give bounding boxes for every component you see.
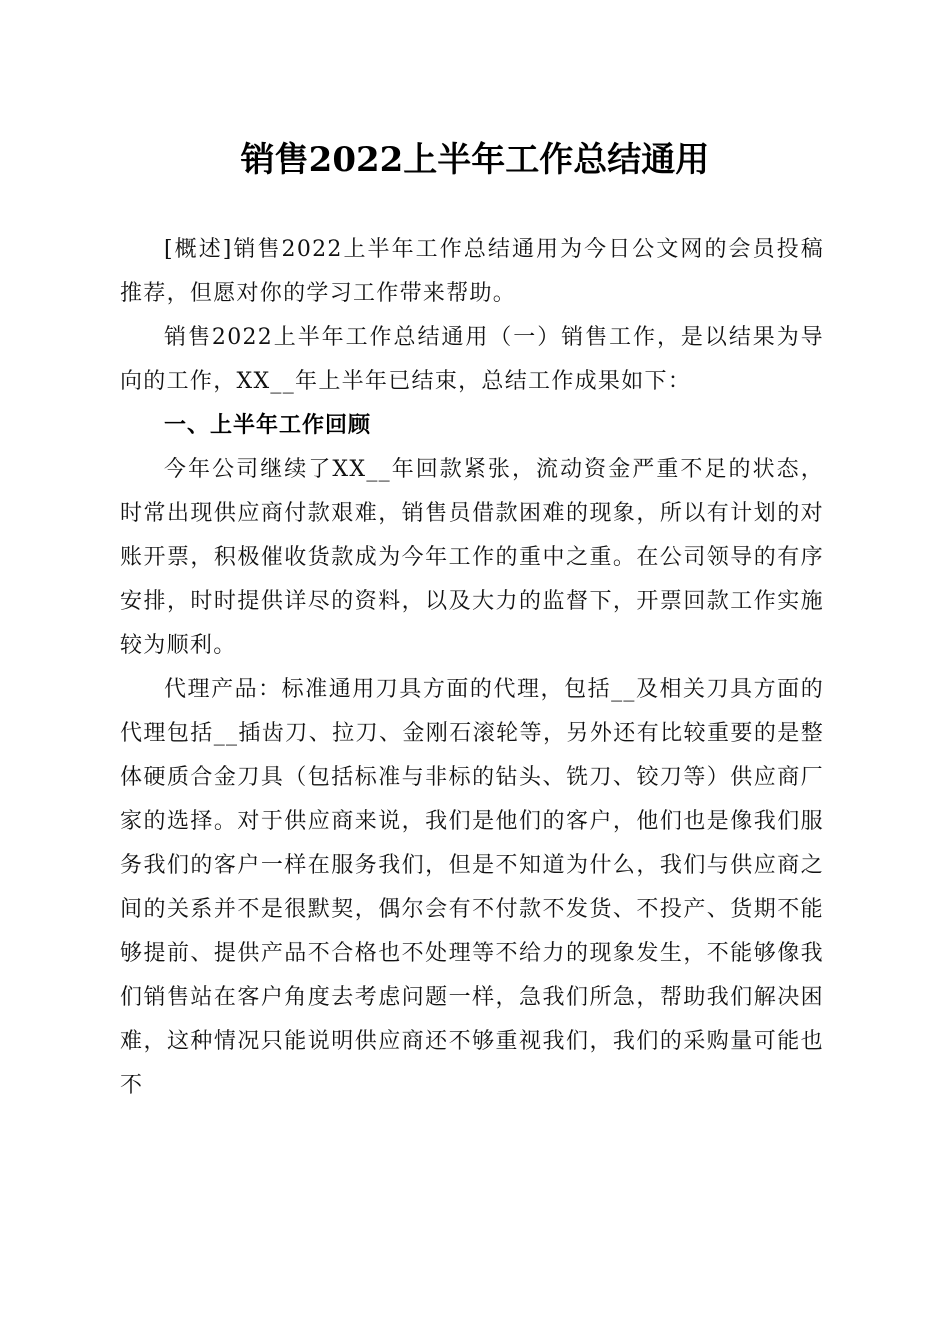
summary-paragraph: [概述]销售2022上半年工作总结通用为今日公文网的会员投稿推荐，但愿对你的学习工作带来帮助。	[120, 237, 824, 306]
document-title: 销售2022上半年工作总结通用	[240, 140, 710, 180]
intro-paragraph: 销售2022上半年工作总结通用（一）销售工作，是以结果为导向的工作，XX__年上半年已结束，总结工作成果如下：	[120, 325, 824, 394]
product-paragraph: 代理产品：标准通用刀具方面的代理，包括__及相关刀具方面的代理包括__插齿刀、拉刀、金刚石滚轮等，另外还有比较重要的是整体硬质合金刀具（包括标准与非标的钻头、铣刀、铰刀等）供应商厂家的选择。对于供应商来说，我们是他们的客户，他们也是像我们服务我们的客户一样在服务我们，但是不知道为什么，我们与供应商之间的关系并不是很默契，偶尔会有不付款不发货、不投产、货期不能够提前、提供产品不合格也不处理等不给力的现象发生，不能够像我们销售站在客户角度去考虑问题一样，急我们所急，帮助我们解决困难，这种情况只能说明供应商还不够重视我们，我们的采购量可能也不	[120, 677, 824, 1098]
section-heading: 一、上半年工作回顾	[164, 413, 372, 438]
document-body	[120, 228, 824, 1108]
review-paragraph: 今年公司继续了XX__年回款紧张，流动资金严重不足的状态，时常出现供应商付款艰难，销售员借款困难的现象，所以有计划的对账开票，积极催收货款成为今年工作的重中之重。在公司领导的有序安排，时时提供详尽的资料，以及大力的监督下，开票回款工作实施较为顺利。	[120, 457, 824, 658]
